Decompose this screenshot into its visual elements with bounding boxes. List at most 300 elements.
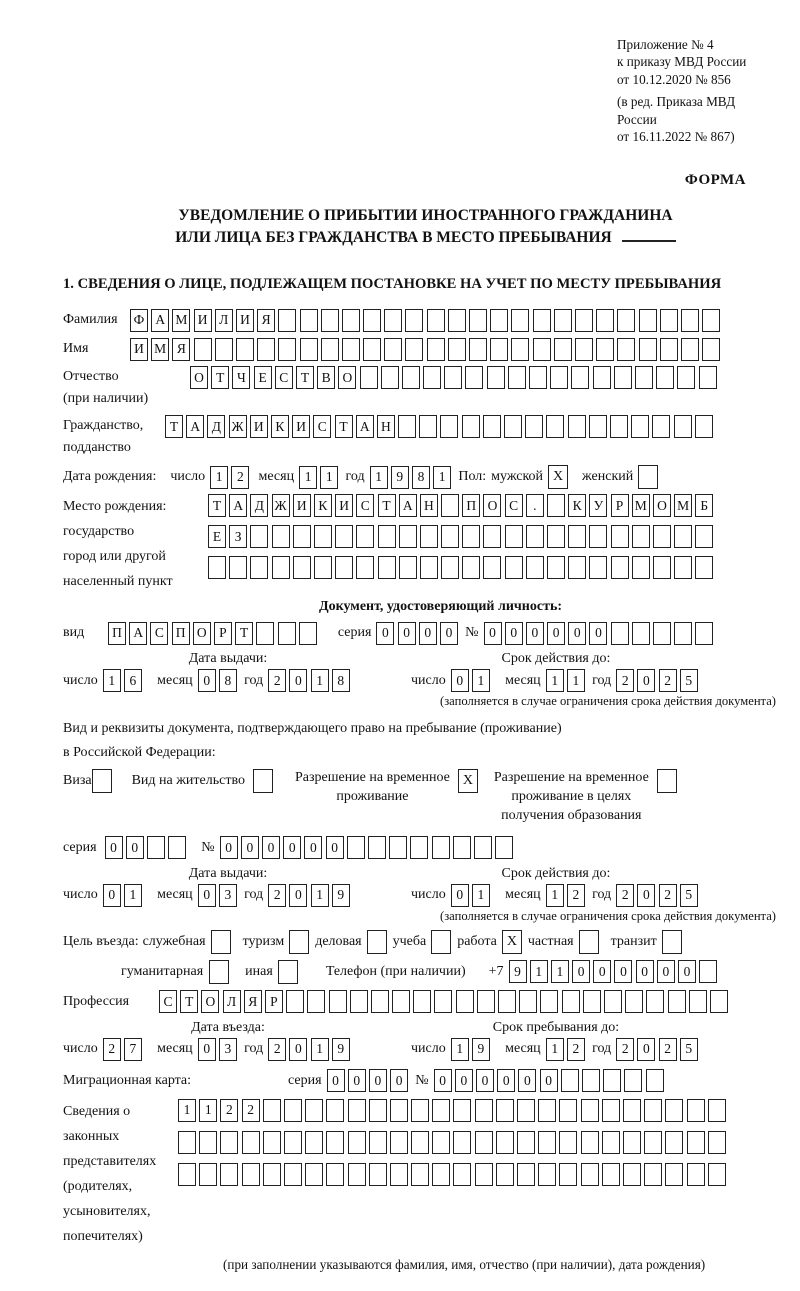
char-cell[interactable]	[405, 338, 423, 361]
char-cell[interactable]	[644, 1163, 662, 1186]
char-cell[interactable]: .	[526, 494, 544, 517]
char-cell[interactable]: 2	[659, 669, 677, 692]
char-cell[interactable]	[469, 338, 487, 361]
char-cell[interactable]: 0	[497, 1069, 515, 1092]
char-cell[interactable]	[623, 1131, 641, 1154]
char-cell[interactable]: И	[293, 494, 311, 517]
char-cell[interactable]	[632, 556, 650, 579]
char-cell[interactable]	[708, 1099, 726, 1122]
char-cell[interactable]: А	[129, 622, 147, 645]
char-cell[interactable]: 2	[616, 884, 634, 907]
char-cell[interactable]	[575, 338, 593, 361]
char-cell[interactable]	[390, 1131, 408, 1154]
char-cell[interactable]	[475, 1131, 493, 1154]
char-cell[interactable]: Р	[265, 990, 283, 1013]
char-cell[interactable]	[326, 1163, 344, 1186]
char-cell[interactable]	[529, 366, 547, 389]
char-cell[interactable]: И	[250, 415, 268, 438]
char-cell[interactable]: 0	[476, 1069, 494, 1092]
char-cell[interactable]	[369, 1099, 387, 1122]
char-cell[interactable]	[538, 1131, 556, 1154]
char-cell[interactable]	[286, 990, 304, 1013]
char-cell[interactable]	[603, 1069, 621, 1092]
char-cell[interactable]: 2	[659, 1038, 677, 1061]
char-cell[interactable]	[178, 1163, 196, 1186]
char-cell[interactable]	[483, 525, 501, 548]
char-cell[interactable]: 0	[637, 1038, 655, 1061]
char-cell[interactable]	[562, 990, 580, 1013]
char-cell[interactable]	[656, 366, 674, 389]
char-cell[interactable]: Д	[250, 494, 268, 517]
char-cell[interactable]: А	[151, 309, 169, 332]
char-cell[interactable]	[307, 990, 325, 1013]
char-cell[interactable]	[278, 622, 296, 645]
char-cell[interactable]	[411, 1163, 429, 1186]
char-cell[interactable]	[624, 1069, 642, 1092]
char-cell[interactable]	[611, 525, 629, 548]
char-cell[interactable]	[602, 1099, 620, 1122]
char-cell[interactable]	[392, 990, 410, 1013]
char-cell[interactable]: 8	[412, 466, 430, 489]
char-cell[interactable]	[653, 525, 671, 548]
char-cell[interactable]: 1	[311, 1038, 329, 1061]
char-cell[interactable]: Л	[215, 309, 233, 332]
char-cell[interactable]: 1	[199, 1099, 217, 1122]
char-cell[interactable]: Е	[208, 525, 226, 548]
char-cell[interactable]	[356, 525, 374, 548]
char-cell[interactable]: Р	[214, 622, 232, 645]
char-cell[interactable]	[293, 525, 311, 548]
char-cell[interactable]	[369, 1163, 387, 1186]
char-cell[interactable]	[369, 1131, 387, 1154]
char-cell[interactable]	[342, 338, 360, 361]
char-cell[interactable]	[444, 366, 462, 389]
char-cell[interactable]	[589, 525, 607, 548]
char-cell[interactable]	[220, 1131, 238, 1154]
char-cell[interactable]	[284, 1099, 302, 1122]
char-cell[interactable]: Я	[244, 990, 262, 1013]
char-cell[interactable]	[631, 415, 649, 438]
char-cell[interactable]: О	[190, 366, 208, 389]
purpose-business-checkbox[interactable]	[367, 930, 387, 954]
char-cell[interactable]	[674, 622, 692, 645]
char-cell[interactable]: 0	[636, 960, 654, 983]
char-cell[interactable]	[342, 309, 360, 332]
char-cell[interactable]: О	[338, 366, 356, 389]
char-cell[interactable]	[208, 556, 226, 579]
purpose-humanitarian-checkbox[interactable]	[209, 960, 229, 984]
char-cell[interactable]	[487, 366, 505, 389]
char-cell[interactable]: 2	[103, 1038, 121, 1061]
char-cell[interactable]: Д	[207, 415, 225, 438]
char-cell[interactable]: Л	[223, 990, 241, 1013]
char-cell[interactable]	[632, 622, 650, 645]
char-cell[interactable]	[413, 990, 431, 1013]
char-cell[interactable]: С	[275, 366, 293, 389]
char-cell[interactable]	[508, 366, 526, 389]
char-cell[interactable]	[644, 1131, 662, 1154]
char-cell[interactable]: И	[292, 415, 310, 438]
char-cell[interactable]	[348, 1099, 366, 1122]
char-cell[interactable]: 2	[231, 466, 249, 489]
char-cell[interactable]	[496, 1099, 514, 1122]
char-cell[interactable]: 0	[678, 960, 696, 983]
char-cell[interactable]	[272, 525, 290, 548]
char-cell[interactable]: 0	[505, 622, 523, 645]
char-cell[interactable]: О	[201, 990, 219, 1013]
char-cell[interactable]: И	[236, 309, 254, 332]
char-cell[interactable]	[526, 556, 544, 579]
char-cell[interactable]	[695, 556, 713, 579]
purpose-other-checkbox[interactable]	[278, 960, 298, 984]
char-cell[interactable]	[263, 1131, 281, 1154]
char-cell[interactable]: И	[194, 309, 212, 332]
char-cell[interactable]: 0	[526, 622, 544, 645]
char-cell[interactable]: 0	[440, 622, 458, 645]
char-cell[interactable]: 2	[567, 884, 585, 907]
char-cell[interactable]: К	[314, 494, 332, 517]
char-cell[interactable]: 0	[126, 836, 144, 859]
char-cell[interactable]: П	[108, 622, 126, 645]
char-cell[interactable]: З	[229, 525, 247, 548]
char-cell[interactable]	[384, 338, 402, 361]
char-cell[interactable]	[321, 338, 339, 361]
char-cell[interactable]: 1	[530, 960, 548, 983]
char-cell[interactable]	[432, 836, 450, 859]
char-cell[interactable]: С	[505, 494, 523, 517]
char-cell[interactable]: М	[151, 338, 169, 361]
char-cell[interactable]	[602, 1131, 620, 1154]
char-cell[interactable]: 0	[484, 622, 502, 645]
char-cell[interactable]: С	[159, 990, 177, 1013]
char-cell[interactable]: Т	[211, 366, 229, 389]
char-cell[interactable]: 2	[268, 669, 286, 692]
char-cell[interactable]	[547, 525, 565, 548]
char-cell[interactable]	[474, 836, 492, 859]
char-cell[interactable]: 2	[268, 1038, 286, 1061]
char-cell[interactable]	[432, 1099, 450, 1122]
char-cell[interactable]	[440, 415, 458, 438]
char-cell[interactable]: 1	[546, 1038, 564, 1061]
char-cell[interactable]	[168, 836, 186, 859]
char-cell[interactable]	[453, 1163, 471, 1186]
char-cell[interactable]	[540, 990, 558, 1013]
char-cell[interactable]: 1	[546, 669, 564, 692]
char-cell[interactable]: 0	[376, 622, 394, 645]
char-cell[interactable]	[689, 990, 707, 1013]
char-cell[interactable]: 0	[455, 1069, 473, 1092]
edu-permit-checkbox[interactable]	[657, 769, 677, 793]
char-cell[interactable]	[293, 556, 311, 579]
char-cell[interactable]	[602, 1163, 620, 1186]
char-cell[interactable]	[617, 338, 635, 361]
char-cell[interactable]	[384, 309, 402, 332]
char-cell[interactable]: 0	[637, 884, 655, 907]
char-cell[interactable]	[559, 1099, 577, 1122]
char-cell[interactable]: У	[589, 494, 607, 517]
char-cell[interactable]	[335, 556, 353, 579]
char-cell[interactable]: 8	[332, 669, 350, 692]
char-cell[interactable]	[420, 556, 438, 579]
char-cell[interactable]	[589, 415, 607, 438]
char-cell[interactable]	[547, 556, 565, 579]
char-cell[interactable]: 5	[680, 1038, 698, 1061]
char-cell[interactable]	[448, 338, 466, 361]
char-cell[interactable]	[665, 1163, 683, 1186]
char-cell[interactable]	[263, 1163, 281, 1186]
char-cell[interactable]	[554, 309, 572, 332]
char-cell[interactable]	[604, 990, 622, 1013]
char-cell[interactable]	[581, 1099, 599, 1122]
char-cell[interactable]: Р	[611, 494, 629, 517]
char-cell[interactable]: С	[313, 415, 331, 438]
char-cell[interactable]	[284, 1131, 302, 1154]
char-cell[interactable]: 3	[219, 884, 237, 907]
char-cell[interactable]: 5	[680, 884, 698, 907]
char-cell[interactable]: Б	[695, 494, 713, 517]
char-cell[interactable]	[546, 415, 564, 438]
char-cell[interactable]	[314, 525, 332, 548]
char-cell[interactable]	[504, 415, 522, 438]
char-cell[interactable]	[434, 990, 452, 1013]
char-cell[interactable]	[278, 309, 296, 332]
char-cell[interactable]	[702, 338, 720, 361]
char-cell[interactable]	[547, 494, 565, 517]
char-cell[interactable]: Н	[420, 494, 438, 517]
char-cell[interactable]	[610, 415, 628, 438]
char-cell[interactable]	[305, 1099, 323, 1122]
char-cell[interactable]	[419, 415, 437, 438]
char-cell[interactable]	[596, 338, 614, 361]
char-cell[interactable]: 0	[434, 1069, 452, 1092]
char-cell[interactable]	[681, 338, 699, 361]
char-cell[interactable]	[350, 990, 368, 1013]
char-cell[interactable]	[517, 1099, 535, 1122]
char-cell[interactable]: 0	[518, 1069, 536, 1092]
char-cell[interactable]	[710, 990, 728, 1013]
char-cell[interactable]: Т	[296, 366, 314, 389]
char-cell[interactable]	[490, 338, 508, 361]
char-cell[interactable]	[215, 338, 233, 361]
char-cell[interactable]	[526, 525, 544, 548]
char-cell[interactable]	[389, 836, 407, 859]
char-cell[interactable]	[256, 622, 274, 645]
char-cell[interactable]	[646, 1069, 664, 1092]
char-cell[interactable]	[568, 556, 586, 579]
char-cell[interactable]	[441, 494, 459, 517]
char-cell[interactable]	[550, 366, 568, 389]
char-cell[interactable]	[368, 836, 386, 859]
char-cell[interactable]	[517, 1163, 535, 1186]
char-cell[interactable]: А	[399, 494, 417, 517]
char-cell[interactable]: 0	[419, 622, 437, 645]
char-cell[interactable]: А	[186, 415, 204, 438]
char-cell[interactable]: 1	[472, 884, 490, 907]
char-cell[interactable]	[475, 1099, 493, 1122]
char-cell[interactable]	[284, 1163, 302, 1186]
residence-permit-checkbox[interactable]	[253, 769, 273, 793]
char-cell[interactable]	[402, 366, 420, 389]
char-cell[interactable]	[635, 366, 653, 389]
char-cell[interactable]: Ж	[229, 415, 247, 438]
temp-permit-checkbox[interactable]: X	[458, 769, 478, 793]
char-cell[interactable]	[702, 309, 720, 332]
char-cell[interactable]: И	[335, 494, 353, 517]
char-cell[interactable]	[432, 1131, 450, 1154]
char-cell[interactable]: М	[172, 309, 190, 332]
purpose-private-checkbox[interactable]	[579, 930, 599, 954]
char-cell[interactable]: 1	[103, 669, 121, 692]
char-cell[interactable]: 0	[547, 622, 565, 645]
char-cell[interactable]: 0	[103, 884, 121, 907]
char-cell[interactable]: 0	[241, 836, 259, 859]
char-cell[interactable]: 0	[326, 836, 344, 859]
char-cell[interactable]: 9	[332, 1038, 350, 1061]
char-cell[interactable]	[378, 556, 396, 579]
char-cell[interactable]: 0	[198, 1038, 216, 1061]
char-cell[interactable]	[329, 990, 347, 1013]
char-cell[interactable]	[250, 525, 268, 548]
char-cell[interactable]	[390, 1163, 408, 1186]
char-cell[interactable]	[653, 556, 671, 579]
char-cell[interactable]	[199, 1163, 217, 1186]
char-cell[interactable]: 0	[589, 622, 607, 645]
char-cell[interactable]	[390, 1099, 408, 1122]
char-cell[interactable]: 2	[567, 1038, 585, 1061]
char-cell[interactable]	[581, 1163, 599, 1186]
char-cell[interactable]: 9	[509, 960, 527, 983]
char-cell[interactable]: 2	[616, 669, 634, 692]
char-cell[interactable]: П	[172, 622, 190, 645]
char-cell[interactable]	[321, 309, 339, 332]
char-cell[interactable]	[646, 990, 664, 1013]
char-cell[interactable]	[695, 415, 713, 438]
char-cell[interactable]	[575, 309, 593, 332]
char-cell[interactable]	[441, 525, 459, 548]
char-cell[interactable]	[632, 525, 650, 548]
char-cell[interactable]: Я	[257, 309, 275, 332]
char-cell[interactable]	[242, 1131, 260, 1154]
char-cell[interactable]: 0	[220, 836, 238, 859]
char-cell[interactable]: 0	[637, 669, 655, 692]
char-cell[interactable]	[326, 1131, 344, 1154]
char-cell[interactable]	[263, 1099, 281, 1122]
char-cell[interactable]: Т	[378, 494, 396, 517]
char-cell[interactable]	[665, 1131, 683, 1154]
char-cell[interactable]: 0	[289, 884, 307, 907]
char-cell[interactable]: 0	[289, 1038, 307, 1061]
char-cell[interactable]: 0	[593, 960, 611, 983]
char-cell[interactable]	[399, 525, 417, 548]
char-cell[interactable]: 2	[659, 884, 677, 907]
char-cell[interactable]	[668, 990, 686, 1013]
char-cell[interactable]	[699, 960, 717, 983]
char-cell[interactable]: 2	[616, 1038, 634, 1061]
char-cell[interactable]	[533, 309, 551, 332]
char-cell[interactable]	[660, 338, 678, 361]
char-cell[interactable]: О	[193, 622, 211, 645]
char-cell[interactable]	[653, 622, 671, 645]
char-cell[interactable]: 1	[546, 884, 564, 907]
purpose-official-checkbox[interactable]	[211, 930, 231, 954]
char-cell[interactable]: А	[356, 415, 374, 438]
char-cell[interactable]: Я	[172, 338, 190, 361]
char-cell[interactable]	[305, 1163, 323, 1186]
char-cell[interactable]	[356, 556, 374, 579]
char-cell[interactable]	[420, 525, 438, 548]
char-cell[interactable]	[477, 990, 495, 1013]
char-cell[interactable]	[378, 525, 396, 548]
char-cell[interactable]	[411, 1131, 429, 1154]
char-cell[interactable]	[674, 415, 692, 438]
char-cell[interactable]	[708, 1131, 726, 1154]
char-cell[interactable]: В	[317, 366, 335, 389]
char-cell[interactable]: 0	[369, 1069, 387, 1092]
char-cell[interactable]: 1	[567, 669, 585, 692]
char-cell[interactable]: Е	[254, 366, 272, 389]
char-cell[interactable]	[462, 556, 480, 579]
char-cell[interactable]	[257, 338, 275, 361]
char-cell[interactable]: 0	[198, 669, 216, 692]
char-cell[interactable]: 0	[572, 960, 590, 983]
char-cell[interactable]	[453, 836, 471, 859]
char-cell[interactable]: 0	[304, 836, 322, 859]
char-cell[interactable]	[441, 556, 459, 579]
char-cell[interactable]: 9	[391, 466, 409, 489]
purpose-work-checkbox[interactable]: X	[502, 930, 522, 954]
char-cell[interactable]	[347, 836, 365, 859]
char-cell[interactable]: 1	[320, 466, 338, 489]
char-cell[interactable]	[505, 556, 523, 579]
char-cell[interactable]	[639, 309, 657, 332]
char-cell[interactable]	[410, 836, 428, 859]
char-cell[interactable]	[571, 366, 589, 389]
char-cell[interactable]: Т	[235, 622, 253, 645]
char-cell[interactable]	[581, 1131, 599, 1154]
char-cell[interactable]: 5	[680, 669, 698, 692]
char-cell[interactable]: Ф	[130, 309, 148, 332]
char-cell[interactable]: 2	[268, 884, 286, 907]
char-cell[interactable]: Н	[377, 415, 395, 438]
char-cell[interactable]	[242, 1163, 260, 1186]
char-cell[interactable]: 0	[348, 1069, 366, 1092]
char-cell[interactable]: 1	[551, 960, 569, 983]
char-cell[interactable]: 2	[220, 1099, 238, 1122]
char-cell[interactable]	[533, 338, 551, 361]
char-cell[interactable]	[495, 836, 513, 859]
visa-checkbox[interactable]	[92, 769, 112, 793]
char-cell[interactable]	[363, 309, 381, 332]
char-cell[interactable]	[593, 366, 611, 389]
char-cell[interactable]: 9	[472, 1038, 490, 1061]
char-cell[interactable]: 0	[614, 960, 632, 983]
char-cell[interactable]	[674, 525, 692, 548]
char-cell[interactable]: 1	[370, 466, 388, 489]
char-cell[interactable]	[194, 338, 212, 361]
char-cell[interactable]: 0	[540, 1069, 558, 1092]
char-cell[interactable]	[381, 366, 399, 389]
char-cell[interactable]	[371, 990, 389, 1013]
char-cell[interactable]	[623, 1163, 641, 1186]
char-cell[interactable]	[453, 1131, 471, 1154]
purpose-tourism-checkbox[interactable]	[289, 930, 309, 954]
char-cell[interactable]	[399, 556, 417, 579]
char-cell[interactable]	[561, 1069, 579, 1092]
char-cell[interactable]	[199, 1131, 217, 1154]
char-cell[interactable]: И	[130, 338, 148, 361]
char-cell[interactable]: О	[483, 494, 501, 517]
sex-male-checkbox[interactable]: X	[548, 465, 568, 489]
